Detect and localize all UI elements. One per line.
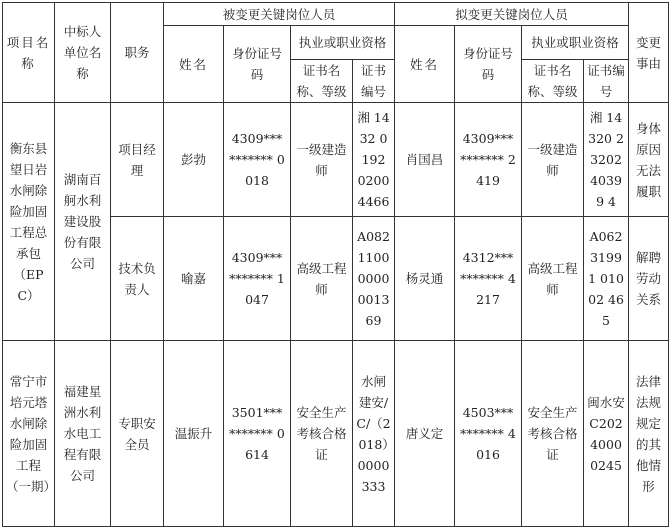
old-cert-no-cell: A082 1100 0000 0013 69 xyxy=(353,217,395,341)
header-new-cert-name-level: 证书名称、等级 xyxy=(522,60,584,103)
project-name-cell: 常宁市培元塔水闸除险加固工程（一期） xyxy=(3,341,55,527)
new-name-cell: 唐义定 xyxy=(395,341,455,527)
new-cert-no-cell: A062 31991 01002 465 xyxy=(584,217,629,341)
new-cert-cell: 一级建造师 xyxy=(522,103,584,217)
old-cert-cell: 安全生产考核合格证 xyxy=(291,341,353,527)
header-old-qualification: 执业或职业资格 xyxy=(291,26,395,60)
header-old-id-number: 身份证号码 xyxy=(224,26,291,103)
position-cell: 项目经理 xyxy=(111,103,164,217)
old-id-cell: 4309*** ******* 0018 xyxy=(224,103,291,217)
new-cert-cell: 安全生产考核合格证 xyxy=(522,341,584,527)
old-cert-no-cell: 水闸建安/C/（2018）0000333 xyxy=(353,341,395,527)
position-cell: 技术负责人 xyxy=(111,217,164,341)
project-name-cell: 衡东县望日岩水闸除险加固工程总承包（EPC） xyxy=(3,103,55,341)
reason-cell: 解聘劳动关系 xyxy=(629,217,669,341)
reason-cell: 身体原因无法履职 xyxy=(629,103,669,217)
new-cert-cell: 高级工程师 xyxy=(522,217,584,341)
header-project-name: 项目名称 xyxy=(3,3,55,103)
old-cert-cell: 一级建造师 xyxy=(291,103,353,217)
key-personnel-change-table xyxy=(2,2,669,527)
new-id-cell: 4503*** ******* 4016 xyxy=(455,341,522,527)
header-winning-unit: 中标人单位名称 xyxy=(55,3,111,103)
header-new-id-number: 身份证号码 xyxy=(455,26,522,103)
old-id-cell: 3501*** ******* 0614 xyxy=(224,341,291,527)
old-id-cell: 4309*** ******* 1047 xyxy=(224,217,291,341)
unit-name-cell: 湖南百舸水利建设股份有限公司 xyxy=(55,103,111,341)
unit-name-cell: 福建星洲水利水电工程有限公司 xyxy=(55,341,111,527)
table-row xyxy=(3,103,669,217)
header-old-name: 姓名 xyxy=(164,26,224,103)
header-new-cert-no: 证书编号 xyxy=(584,60,629,103)
old-cert-cell: 高级工程师 xyxy=(291,217,353,341)
header-old-cert-name-level: 证书名称、等级 xyxy=(291,60,353,103)
header-old-cert-no: 证书编号 xyxy=(353,60,395,103)
old-cert-no-cell: 湘 1432 0192 0200 4466 xyxy=(353,103,395,217)
new-cert-no-cell: 湘 14320 23202 40399 4 xyxy=(584,103,629,217)
position-cell: 专职安全员 xyxy=(111,341,164,527)
header-position: 职务 xyxy=(111,3,164,103)
old-name-cell: 彭勃 xyxy=(164,103,224,217)
table-row xyxy=(3,341,669,527)
header-new-qualification: 执业或职业资格 xyxy=(522,26,629,60)
new-cert-no-cell: 闽水安C20240000245 xyxy=(584,341,629,527)
new-id-cell: 4309*** ******* 2419 xyxy=(455,103,522,217)
header-change-reason: 变更事由 xyxy=(629,3,669,103)
header-changed-personnel: 被变更关键岗位人员 xyxy=(164,3,395,26)
new-id-cell: 4312*** ******* 4217 xyxy=(455,217,522,341)
new-name-cell: 杨灵通 xyxy=(395,217,455,341)
reason-cell: 法律法规规定的其他情形 xyxy=(629,341,669,527)
new-name-cell: 肖国昌 xyxy=(395,103,455,217)
header-proposed-personnel: 拟变更关键岗位人员 xyxy=(395,3,629,26)
old-name-cell: 喻嘉 xyxy=(164,217,224,341)
header-new-name: 姓名 xyxy=(395,26,455,103)
old-name-cell: 温振升 xyxy=(164,341,224,527)
